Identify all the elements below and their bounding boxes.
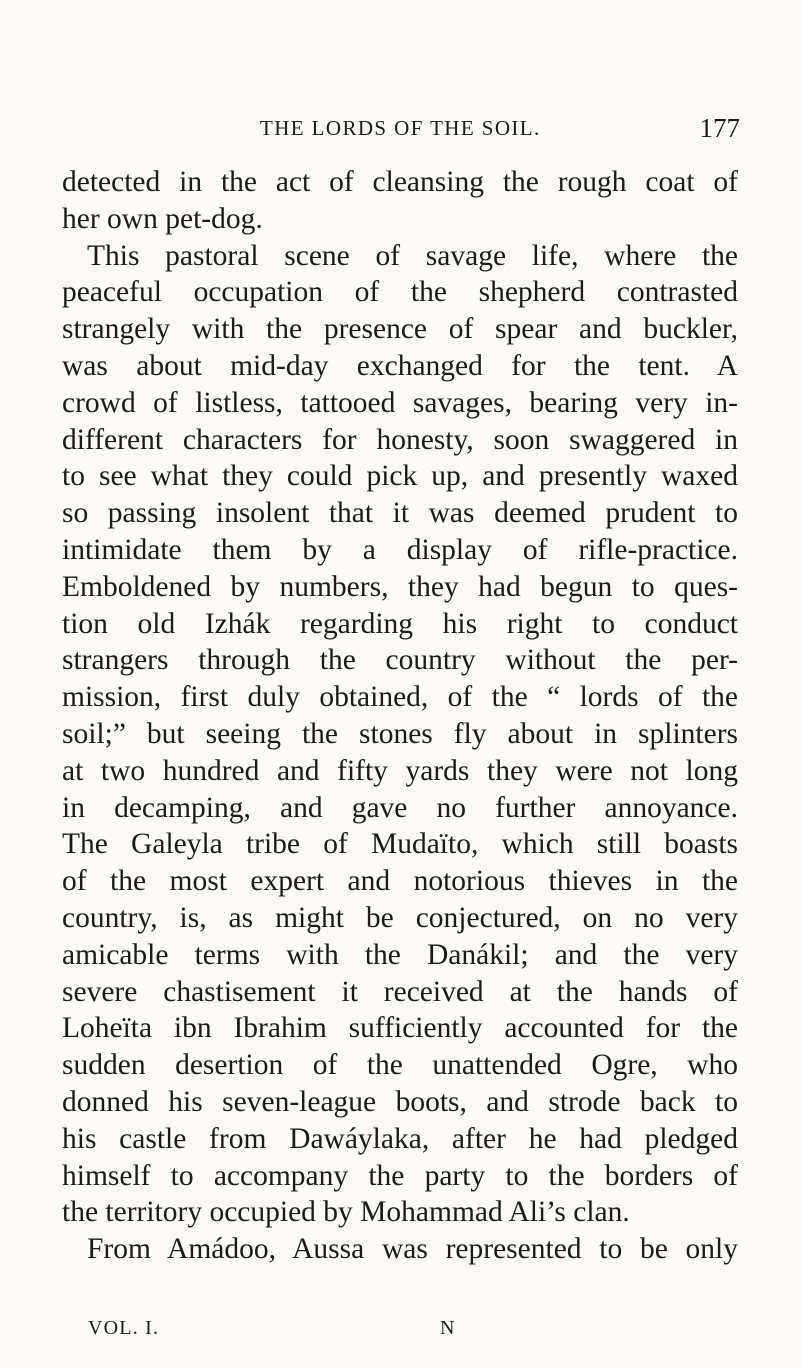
text-line: mission, first duly obtained, of the “ lords of the xyxy=(62,681,738,714)
text-line: the territory occupied by Mohammad Ali’s clan. xyxy=(62,1196,630,1229)
text-line: his castle from Dawáylaka, after he had pledged xyxy=(62,1122,738,1155)
text-line: tion old Izhák regarding his right to conduct xyxy=(62,607,738,640)
text-line: sudden desertion of the unattended Ogre, who xyxy=(62,1049,738,1082)
volume-signature: VOL. I. xyxy=(88,1317,160,1339)
text-line: This pastoral scene of savage life, where the xyxy=(87,239,738,272)
running-head xyxy=(260,113,740,146)
text-line: himself to accompany the party to the borders of xyxy=(62,1159,738,1192)
text-line: donned his seven-league boots, and strode back to xyxy=(62,1086,738,1118)
text-line: at two hundred and fifty yards they were not long xyxy=(62,754,738,787)
text-line: soil;” but seeing the stones fly about in splinters xyxy=(62,718,738,750)
text-line: in decamping, and gave no further annoyance. xyxy=(62,791,738,824)
text-line: so passing insolent that it was deemed prudent to xyxy=(62,497,738,530)
page-number: 177 xyxy=(699,113,740,143)
text-line: different characters for honesty, soon swaggered in xyxy=(62,423,738,456)
text-line: Loheïta ibn Ibrahim sufficiently accounted for the xyxy=(62,1012,738,1045)
text-line: The Galeyla tribe of Mudaïto, which still boasts xyxy=(62,828,738,861)
gathering-signature: N xyxy=(440,1317,455,1339)
text-line: country, is, as might be conjectured, on no very xyxy=(62,902,738,934)
text-line: her own pet-dog. xyxy=(62,202,263,235)
text-line: detected in the act of cleansing the rough coat of xyxy=(62,166,738,198)
text-line: to see what they could pick up, and presently waxed xyxy=(62,460,738,493)
text-line: From Amádoo, Aussa was represented to be only xyxy=(87,1233,738,1266)
page-footer xyxy=(0,1317,801,1347)
text-line: was about mid-day exchanged for the tent. A xyxy=(62,350,738,382)
text-line: amicable terms with the Danákil; and the very xyxy=(62,938,738,971)
text-line: intimidate them by a display of rifle-practice. xyxy=(62,534,738,566)
text-line: Emboldened by numbers, they had begun to ques- xyxy=(62,570,738,603)
text-line: peaceful occupation of the shepherd contrasted xyxy=(62,276,738,309)
text-line: strangely with the presence of spear and buckler, xyxy=(62,313,738,346)
text-line: of the most expert and notorious thieves in the xyxy=(62,865,738,898)
text-line: strangers through the country without the per- xyxy=(62,644,738,677)
running-title: THE LORDS OF THE SOIL. xyxy=(260,116,541,140)
text-line: severe chastisement it received at the hands of xyxy=(62,975,738,1008)
text-line: crowd of listless, tattooed savages, bearing very in- xyxy=(62,386,738,419)
